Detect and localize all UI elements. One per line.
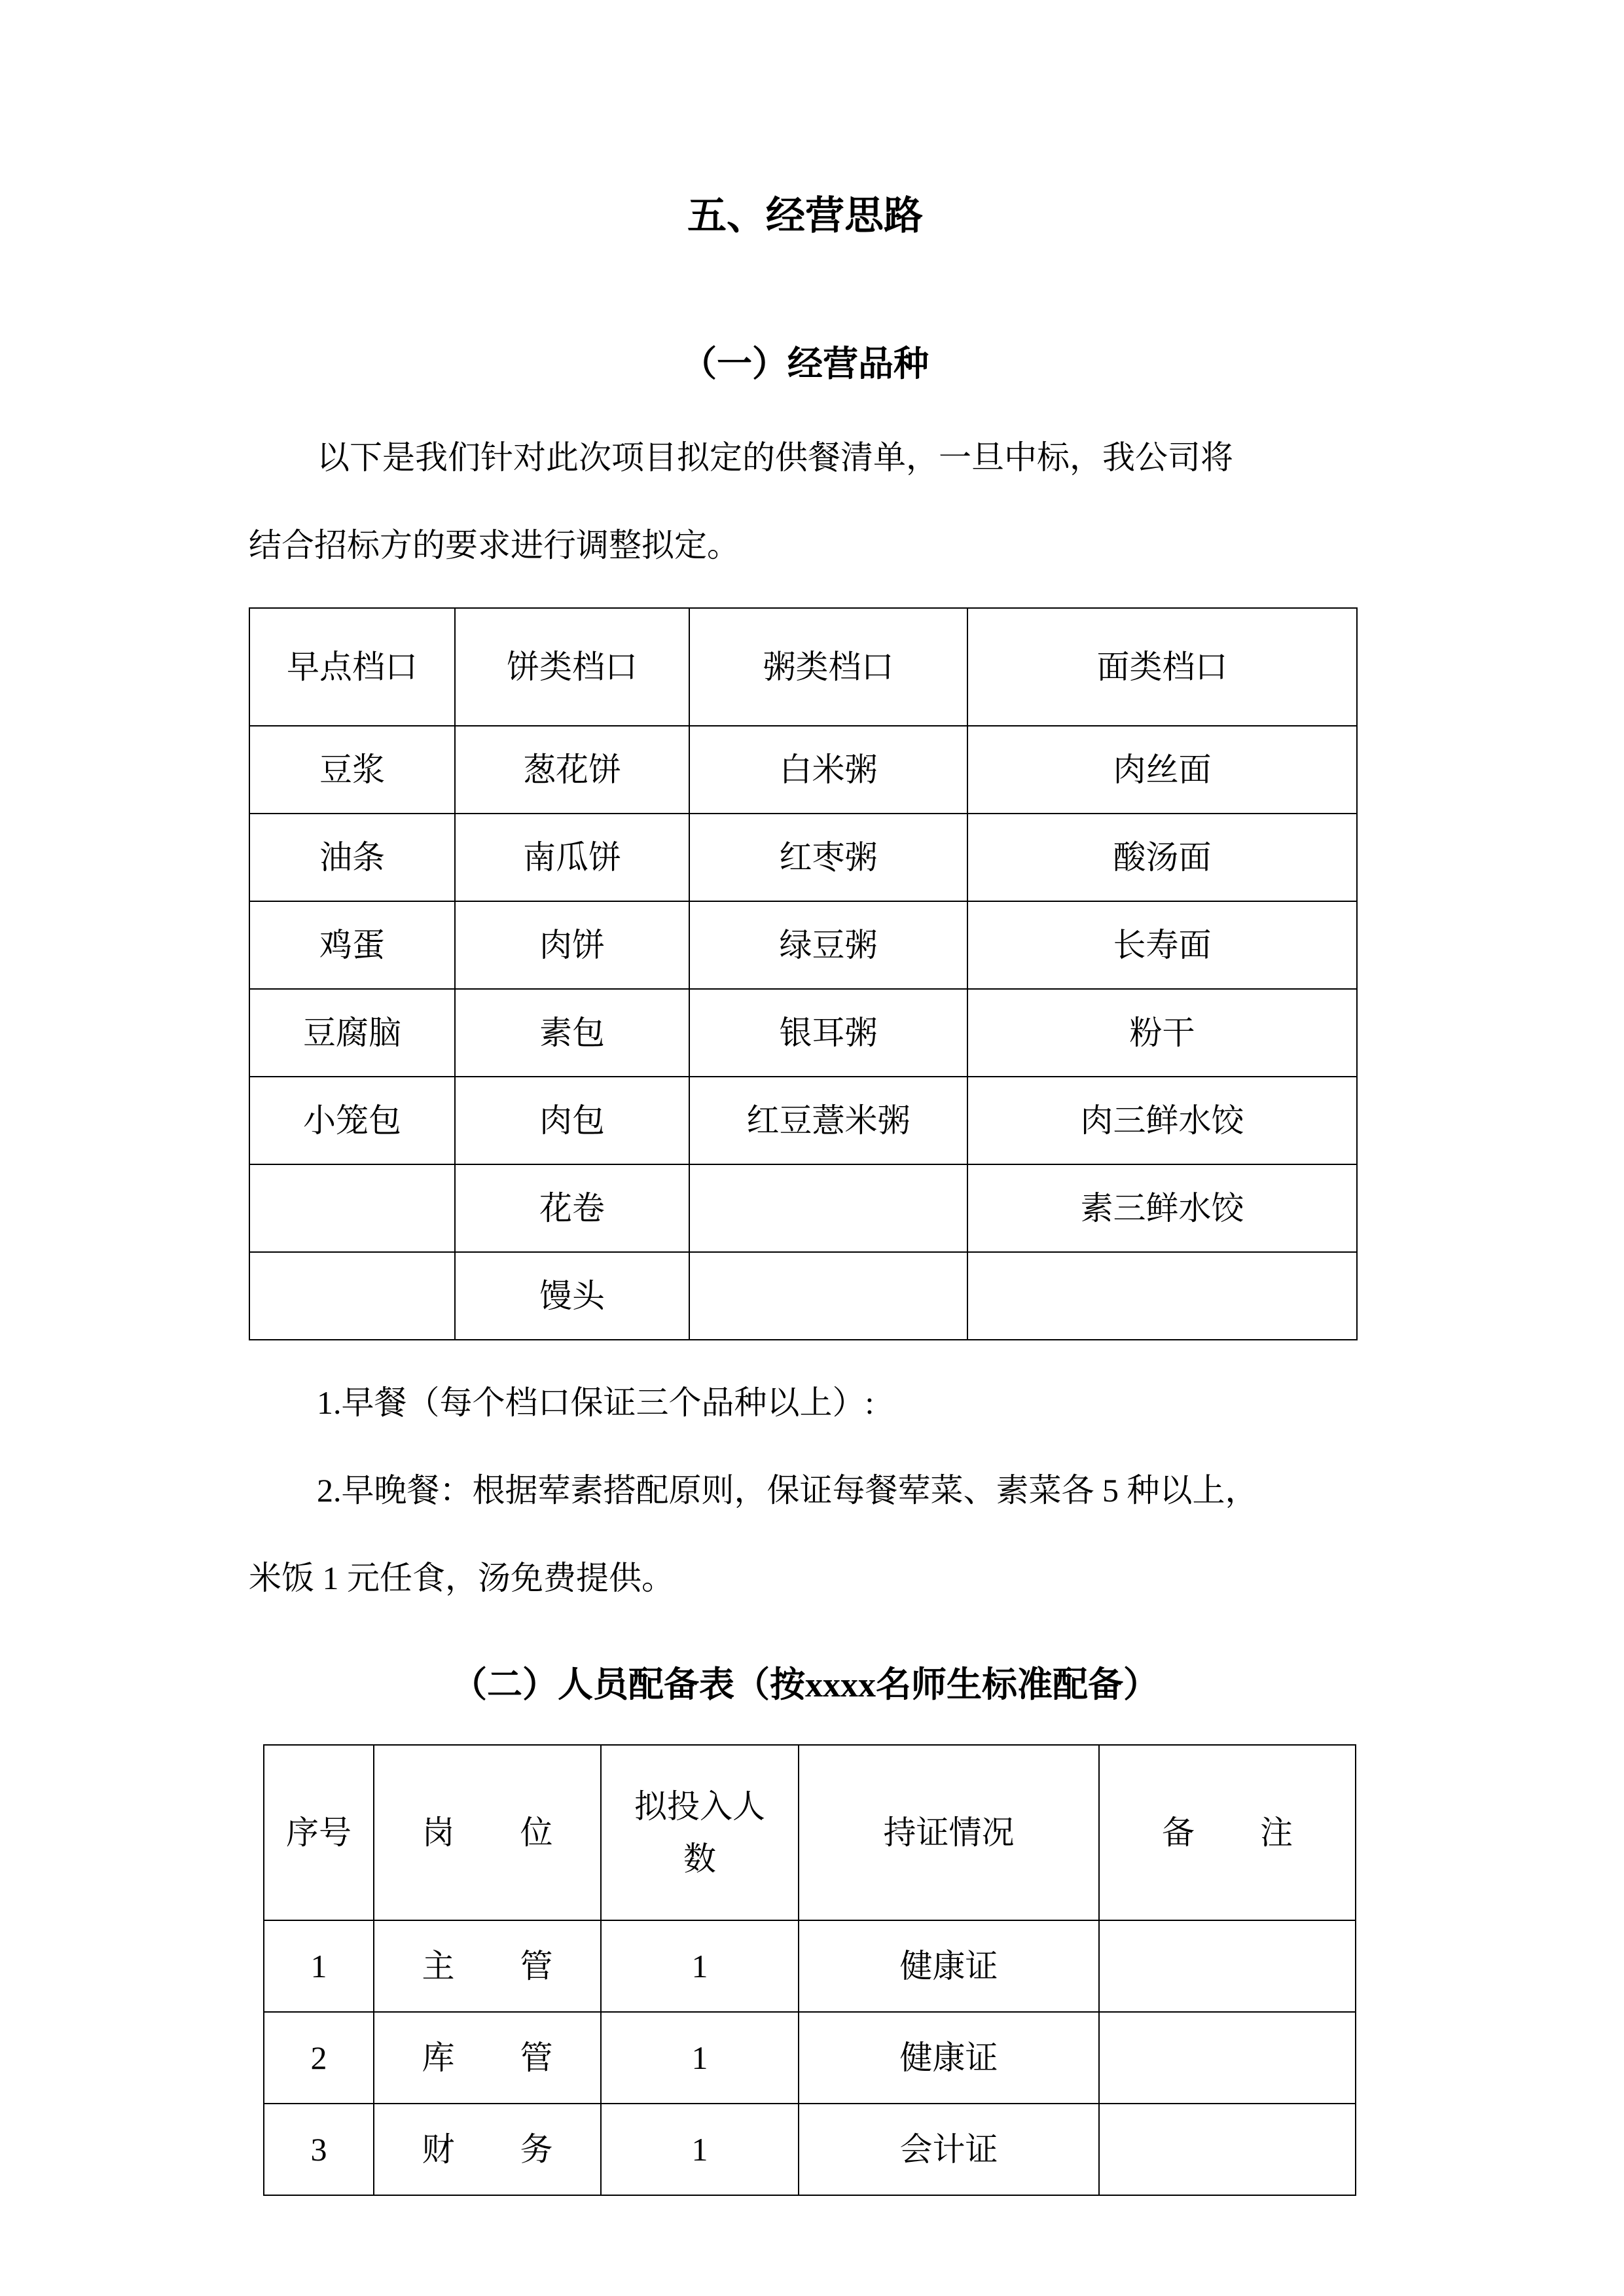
section2-heading: （二）人员配备表（按xxxx名师生标准配备） — [452, 1665, 1159, 1704]
menu-cell — [689, 1252, 967, 1340]
menu-cell — [689, 1164, 967, 1252]
menu-cell: 馒头 — [455, 1252, 689, 1340]
menu-cell: 肉包 — [455, 1077, 689, 1164]
staff-cell: 1 — [264, 1920, 374, 2012]
menu-table-row — [249, 1252, 1357, 1340]
staff-table-row — [264, 1920, 1356, 2012]
staff-cell: 1 — [601, 1920, 799, 2012]
staff-cell: 主 管 — [374, 1920, 601, 2012]
staff-table-row — [264, 2012, 1356, 2104]
menu-cell: 绿豆粥 — [689, 901, 967, 989]
staff-header-cell: 备 注 — [1099, 1745, 1356, 1920]
menu-table-row — [249, 901, 1357, 989]
menu-table-row — [249, 1164, 1357, 1252]
intro-paragraph-line2: 结合招标方的要求进行调整拟定。 — [249, 527, 740, 564]
staff-cell: 2 — [264, 2012, 374, 2104]
menu-cell: 鸡蛋 — [249, 901, 455, 989]
staff-cell: 健康证 — [799, 2012, 1099, 2104]
staff-cell — [1099, 2104, 1356, 2195]
staff-cell: 1 — [601, 2104, 799, 2195]
staff-cell — [1099, 2012, 1356, 2104]
note-breakfast: 1.早餐（每个档口保证三个品种以上）: — [317, 1384, 875, 1421]
menu-cell: 酸汤面 — [967, 814, 1357, 901]
menu-cell: 南瓜饼 — [455, 814, 689, 901]
staff-header-cell: 序号 — [264, 1745, 374, 1920]
menu-cell: 红豆薏米粥 — [689, 1077, 967, 1164]
menu-cell — [249, 1164, 455, 1252]
staff-cell: 健康证 — [799, 1920, 1099, 2012]
menu-cell: 素包 — [455, 989, 689, 1077]
menu-table-header-row — [249, 608, 1357, 726]
staff-cell: 库 管 — [374, 2012, 601, 2104]
menu-cell: 豆腐脑 — [249, 989, 455, 1077]
staff-cell: 财 务 — [374, 2104, 601, 2195]
menu-cell: 肉三鲜水饺 — [967, 1077, 1357, 1164]
staff-table-row — [264, 2104, 1356, 2195]
menu-cell: 肉饼 — [455, 901, 689, 989]
menu-cell: 素三鲜水饺 — [967, 1164, 1357, 1252]
menu-table-row — [249, 814, 1357, 901]
doc-title: 五、经营思路 — [687, 194, 923, 238]
document-page — [249, 0, 1362, 2196]
menu-cell: 白米粥 — [689, 726, 967, 814]
menu-cell: 长寿面 — [967, 901, 1357, 989]
menu-cell: 葱花饼 — [455, 726, 689, 814]
menu-cell: 花卷 — [455, 1164, 689, 1252]
staff-cell: 1 — [601, 2012, 799, 2104]
menu-header-cell: 粥类档口 — [689, 608, 967, 726]
intro-paragraph-line1: 以下是我们针对此次项目拟定的供餐清单，一旦中标，我公司将 — [317, 439, 1233, 476]
menu-cell: 豆浆 — [249, 726, 455, 814]
menu-header-cell: 饼类档口 — [455, 608, 689, 726]
note-meals-line2: 米饭 1 元任食，汤免费提供。 — [249, 1560, 674, 1596]
staff-header-cell: 岗 位 — [374, 1745, 601, 1920]
menu-cell: 油条 — [249, 814, 455, 901]
menu-table-row — [249, 1077, 1357, 1164]
section1-heading: （一）经营品种 — [681, 344, 929, 384]
menu-cell: 肉丝面 — [967, 726, 1357, 814]
menu-table-row — [249, 989, 1357, 1077]
staff-table — [263, 1744, 1356, 2196]
menu-header-cell: 早点档口 — [249, 608, 455, 726]
menu-cell — [967, 1252, 1357, 1340]
staff-cell: 会计证 — [799, 2104, 1099, 2195]
notes-block — [249, 1359, 1362, 1622]
staff-cell — [1099, 1920, 1356, 2012]
staff-cell: 3 — [264, 2104, 374, 2195]
note-meals-line1: 2.早晚餐：根据荤素搭配原则，保证每餐荤菜、素菜各 5 种以上， — [317, 1472, 1258, 1509]
menu-cell — [249, 1252, 455, 1340]
menu-cell: 小笼包 — [249, 1077, 455, 1164]
staff-table-header-row — [264, 1745, 1356, 1920]
menu-table — [249, 607, 1358, 1340]
staff-header-cell: 持证情况 — [799, 1745, 1099, 1920]
menu-header-cell: 面类档口 — [967, 608, 1357, 726]
menu-cell: 红枣粥 — [689, 814, 967, 901]
menu-cell: 银耳粥 — [689, 989, 967, 1077]
menu-table-row — [249, 726, 1357, 814]
staff-header-cell: 拟投入人数 — [601, 1745, 799, 1920]
menu-cell: 粉干 — [967, 989, 1357, 1077]
